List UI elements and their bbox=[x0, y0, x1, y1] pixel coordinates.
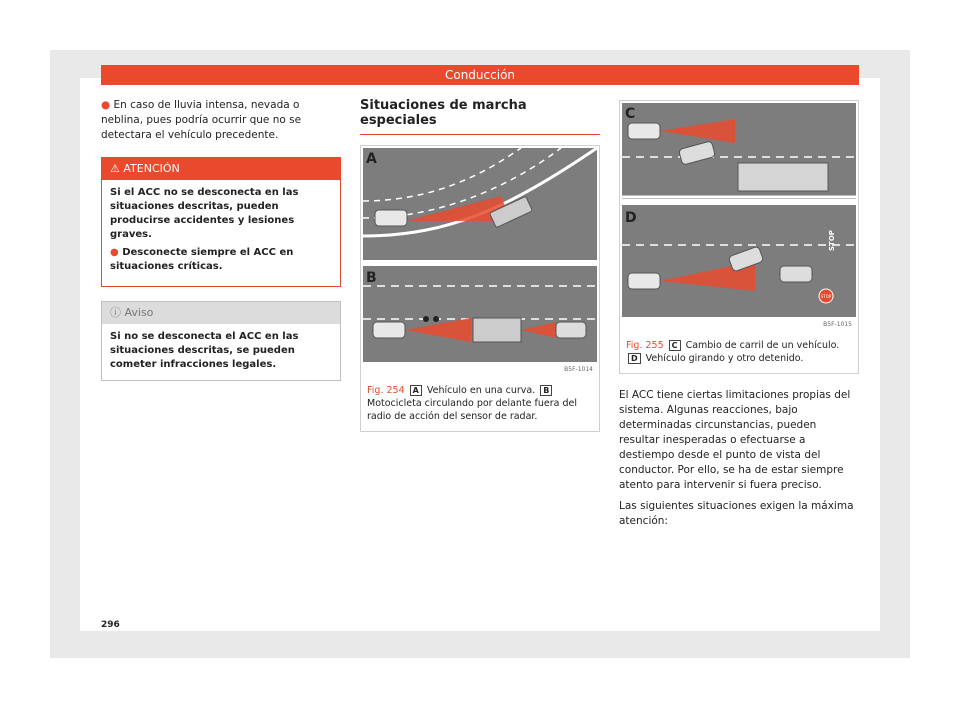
figure-label-a: A bbox=[366, 151, 377, 167]
figure-label-b: B bbox=[366, 270, 377, 286]
middle-column bbox=[360, 98, 600, 432]
bullet-dot-icon: ● bbox=[101, 99, 111, 111]
warning-bullet-text: Desconecte siempre el ACC en situaciones críticas. bbox=[110, 247, 294, 272]
figure-255 bbox=[619, 100, 859, 374]
info-icon: ⓘ bbox=[110, 306, 121, 319]
figure-code: B5F-1014 bbox=[564, 366, 593, 373]
caption-b: Motocicleta circulando por delante fuera del radio de acción del sensor de radar. bbox=[367, 398, 578, 422]
badge-a: A bbox=[410, 385, 422, 396]
body-paragraph-2: Las siguientes situaciones exigen la máxima atención: bbox=[619, 500, 854, 527]
bullet-dot-icon: ● bbox=[110, 247, 119, 258]
figure-255-illustration bbox=[620, 101, 858, 329]
warning-bullet bbox=[110, 246, 332, 274]
figure-number: Fig. 254 bbox=[367, 385, 405, 396]
note-header bbox=[102, 302, 340, 324]
right-column bbox=[619, 100, 859, 529]
chapter-header: Conducción bbox=[101, 65, 859, 85]
section-title: Situaciones de marcha especiales bbox=[360, 98, 600, 135]
figure-number: Fig. 255 bbox=[626, 340, 664, 351]
figure-254-caption bbox=[361, 378, 599, 431]
bullet-paragraph bbox=[101, 98, 341, 143]
bullet-text: En caso de lluvia intensa, nevada o neblina, pues podría ocurrir que no se detectara el vehículo precedente. bbox=[101, 99, 302, 141]
body-paragraph-1: El ACC tiene ciertas limitaciones propias del sistema. Algunas reacciones, bajo determinadas circunstancias, pueden resultar inesperadas o efectuarse a destiempo desde el punto de vista del conductor. Por ello, se ha de estar siempre atento para intervenir si fuera preciso. bbox=[619, 389, 851, 491]
badge-d: D bbox=[628, 353, 641, 364]
warning-triangle-icon: ⚠ bbox=[110, 162, 120, 175]
figure-code: B5F-1015 bbox=[823, 321, 852, 328]
caption-a: Vehículo en una curva. bbox=[426, 385, 536, 396]
warning-text: Si el ACC no se desconecta en las situaciones descritas, pueden producirse accidentes y lesiones graves. bbox=[110, 187, 299, 240]
warning-body bbox=[102, 180, 340, 286]
figure-255-caption bbox=[620, 333, 858, 373]
note-title: Aviso bbox=[124, 306, 154, 319]
warning-header bbox=[102, 158, 340, 180]
figure-label-c: C bbox=[625, 106, 636, 122]
badge-c: C bbox=[669, 340, 681, 351]
note-text: Si no se desconecta el ACC en las situaciones descritas, se pueden cometer infracciones legales. bbox=[110, 331, 299, 370]
badge-b: B bbox=[540, 385, 552, 396]
left-column bbox=[101, 98, 341, 381]
warning-box bbox=[101, 157, 341, 287]
figure-254 bbox=[360, 145, 600, 432]
caption-c: Cambio de carril de un vehículo. bbox=[685, 340, 840, 351]
figure-label-d: D bbox=[625, 210, 637, 226]
page-number: 296 bbox=[101, 620, 120, 630]
note-box bbox=[101, 301, 341, 381]
warning-title: ATENCIÓN bbox=[123, 162, 180, 175]
stop-road-marking: STOP bbox=[828, 230, 836, 251]
stop-sign: STOP bbox=[820, 294, 832, 299]
figure-254-illustration bbox=[361, 146, 599, 374]
road-panel-b bbox=[363, 266, 597, 362]
caption-d: Vehículo girando y otro detenido. bbox=[645, 353, 804, 364]
